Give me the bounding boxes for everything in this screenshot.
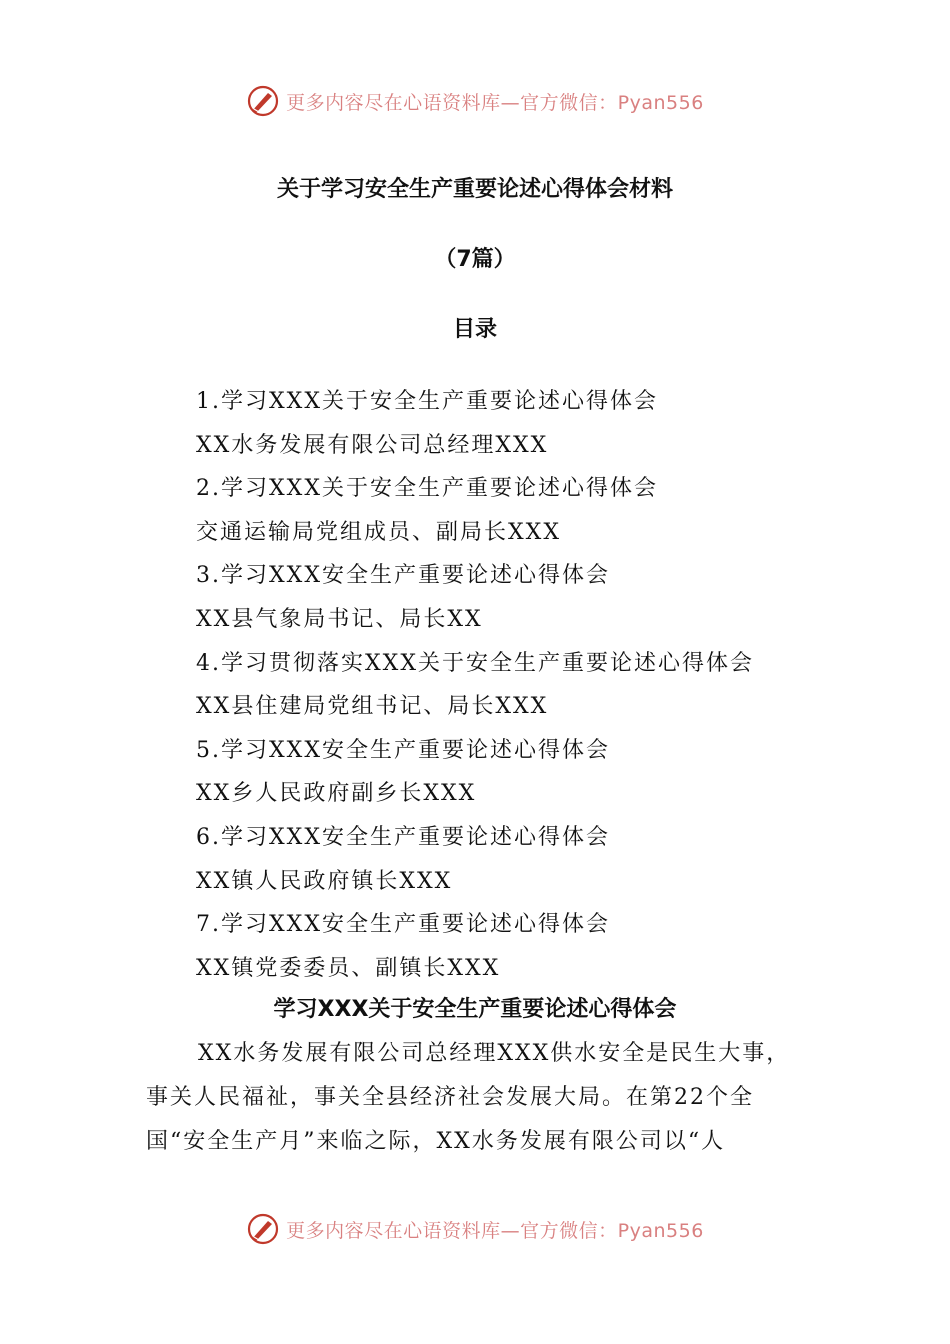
pen-logo-icon bbox=[246, 1212, 280, 1246]
body-paragraph: XX水务发展有限公司总经理XXX供水安全是民生大事，事关人民福祉，事关全县经济社会发展大局。在第22个全国“安全生产月”来临之际，XX水务发展有限公司以“人 bbox=[146, 1041, 791, 1154]
toc-item: 3.学习XXX安全生产重要论述心得体会 bbox=[196, 563, 610, 589]
toc-author: XX水务发展有限公司总经理XXX bbox=[196, 432, 549, 458]
toc-author: 交通运输局党组成员、副局长XXX bbox=[196, 519, 561, 545]
pen-logo-icon bbox=[246, 84, 280, 118]
toc-item: 5.学习XXX安全生产重要论述心得体会 bbox=[196, 737, 610, 763]
document-count: （7篇） bbox=[434, 247, 516, 272]
toc-author: XX县气象局书记、局长XX bbox=[196, 606, 483, 632]
watermark-header bbox=[0, 84, 950, 118]
toc-item: 7.学习XXX安全生产重要论述心得体会 bbox=[196, 912, 610, 938]
toc-item: 1.学习XXX关于安全生产重要论述心得体会 bbox=[196, 389, 658, 414]
toc-author: XX镇人民政府镇长XXX bbox=[196, 868, 453, 894]
section-title: 学习XXX关于安全生产重要论述心得体会 bbox=[273, 997, 677, 1022]
toc-author: XX镇党委委员、副镇长XXX bbox=[196, 955, 501, 981]
table-of-contents bbox=[196, 380, 896, 990]
toc-item: 2.学习XXX关于安全生产重要论述心得体会 bbox=[196, 476, 658, 502]
watermark-footer bbox=[0, 1212, 950, 1246]
toc-heading: 目录 bbox=[452, 317, 497, 342]
toc-item: 4.学习贯彻落实XXX关于安全生产重要论述心得体会 bbox=[196, 650, 754, 676]
document-title: 关于学习安全生产重要论述心得体会材料 bbox=[276, 177, 673, 202]
toc-item: 6.学习XXX安全生产重要论述心得体会 bbox=[196, 824, 610, 850]
watermark-text: 更多内容尽在心语资料库—官方微信：Pyan556 bbox=[286, 91, 704, 114]
watermark-text: 更多内容尽在心语资料库—官方微信：Pyan556 bbox=[286, 1219, 704, 1242]
toc-author: XX县住建局党组书记、局长XXX bbox=[196, 694, 549, 720]
toc-author: XX乡人民政府副乡长XXX bbox=[196, 781, 477, 807]
